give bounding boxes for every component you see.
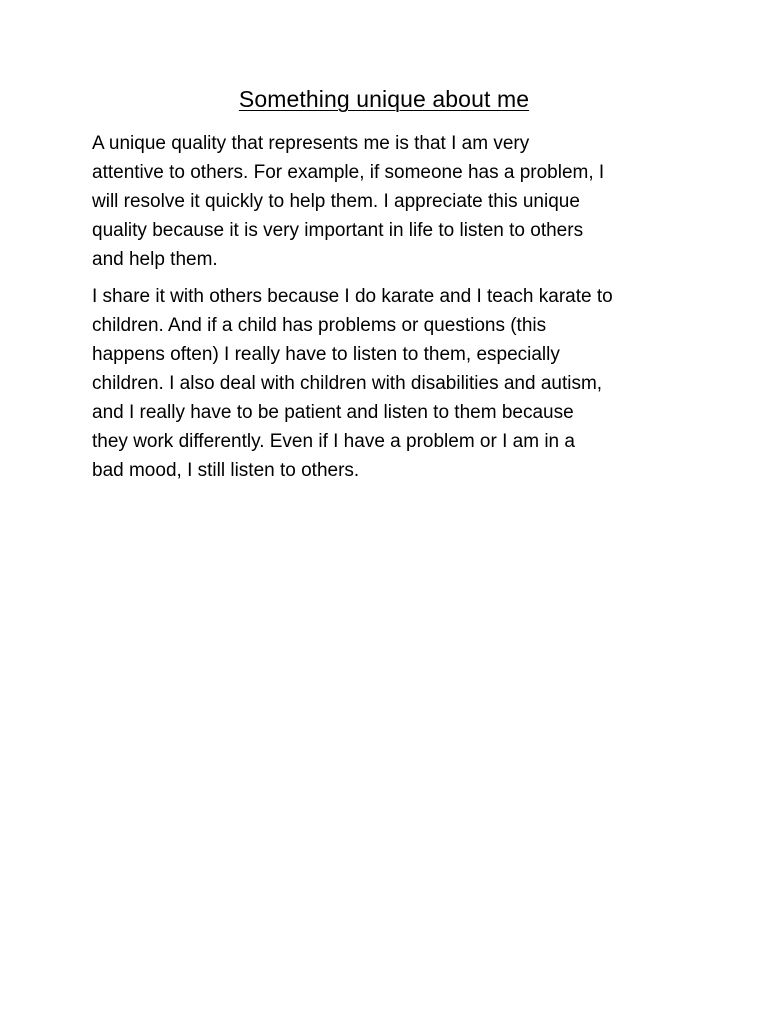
text-line: I share it with others because I do karate and I teach karate to — [92, 286, 613, 307]
paragraph-1 — [92, 129, 692, 274]
text-line: they work differently. Even if I have a problem or I am in a — [92, 431, 575, 452]
text-line: children. I also deal with children with disabilities and autism, — [92, 373, 603, 394]
text-line: and I really have to be patient and listen to them because — [92, 402, 574, 423]
text-line: attentive to others. For example, if someone has a problem, I — [92, 162, 605, 183]
text-line: and help them. — [92, 249, 218, 270]
text-line: bad mood, I still listen to others. — [92, 460, 360, 481]
text-line: A unique quality that represents me is that I am very — [92, 133, 530, 154]
paragraph-2 — [92, 282, 692, 485]
text-line: children. And if a child has problems or questions (this — [92, 315, 547, 336]
text-line: quality because it is very important in life to listen to others — [92, 220, 584, 241]
document-body — [92, 129, 692, 493]
text-line: will resolve it quickly to help them. I appreciate this unique — [92, 191, 580, 212]
document-title: Something unique about me — [238, 86, 530, 112]
text-line: happens often) I really have to listen to them, especially — [92, 344, 560, 365]
